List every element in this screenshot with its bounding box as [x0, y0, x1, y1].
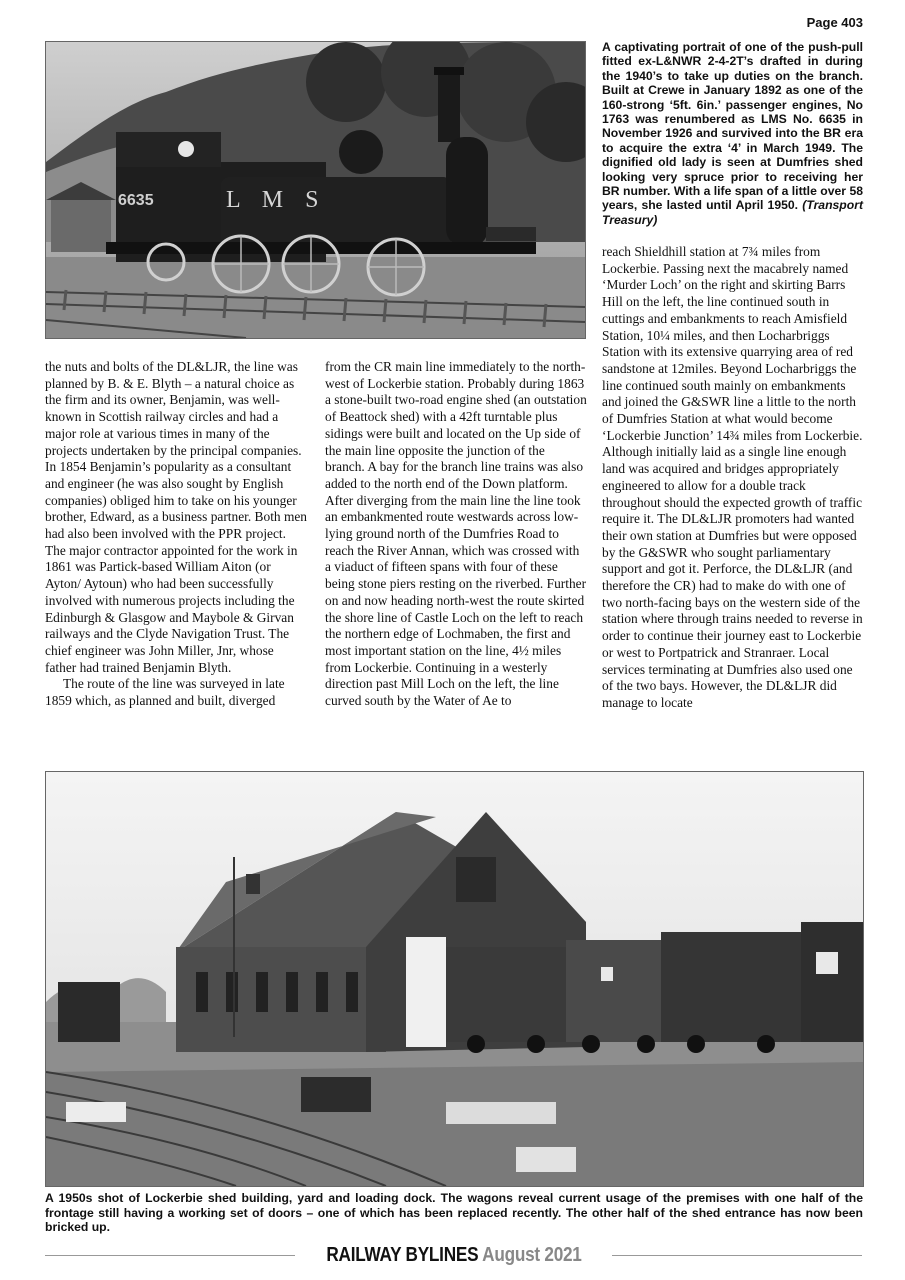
- locomotive-photo: [45, 41, 586, 339]
- loco-number: 6635: [118, 192, 154, 209]
- footer-rule-right: [612, 1255, 862, 1256]
- top-photo-caption: [602, 40, 863, 227]
- footer-title: [322, 1244, 587, 1267]
- col2-paragraph: from the CR main line immediately to the north-west of Lockerbie station. Probably during 1863 a stone-built two-road engine shed (an outstation of Beattock shed) with a 42ft turntable plus sidings were built and located on the Up side of the main line opposite the junction of the branch. A bay for the branch line trains was also added to the north end of the Down platform. After diverging from the main line the line took an embankmented route westwards across low-lying ground north of the Dumfries Road to reach the River Annan, which was crossed with a viaduct of fifteen spans with four of these being stone piers resting on the riverbed. Further on and now heading north-west the route skirted the shore line of Castle Loch on the left to reach the northern edge of Lochmaben, the first and most important station on the line, 4½ miles from Lockerbie. Continuing in a westerly direction past Mill Loch on the left, the line curved south by the Water of Ae to: [325, 359, 587, 709]
- text-column-3: [602, 244, 863, 712]
- col1-paragraph-2: The route of the line was surveyed in late 1859 which, as planned and built, diverged: [45, 676, 285, 709]
- loco-letters: L M S: [226, 187, 327, 213]
- shed-illustration: [46, 772, 863, 1186]
- locomotive-illustration: [46, 42, 585, 338]
- top-caption-credit: (Transport Treasury): [602, 198, 863, 227]
- shed-photo: [45, 771, 864, 1187]
- bottom-photo-caption: A 1950s shot of Lockerbie shed building, yard and loading dock. The wagons reveal current usage of the premises with one half of the frontage still having a working set of doors – one of which has been replaced recently. The other half of the shed entrance has now been bricked up.: [45, 1191, 863, 1234]
- text-column-1: [45, 359, 307, 710]
- col3-paragraph: reach Shieldhill station at 7¾ miles from Lockerbie. Passing next the macabrely named ‘Murder Loch’ on the right and skirting Barrs Hill on the left, the line continued south in cuttings and embankments to reach Amisfield Station, 10¼ miles, and then Locharbriggs Station with its extensive quarrying area of red sandstone at 12miles. Beyond Locharbriggs the line continued south mainly on embankments and joined the G&SWR line a little to the north of Dumfries Station at what would become ‘Lockerbie Junction’ 14¾ miles from Lockerbie. Although initially laid as a single line enough land was acquired and bridges appropriately engineered to allow for a double track throughout should the expected growth of traffic require it. The DL&LJR promoters had wanted their own station at Dumfries but were opposed by the G&SWR who sought parliamentary support and got it. Perforce, the DL&LJR (and therefore the CR) had to make do with one of two north-facing bays on the western side of the station where through trains needed to reverse in order to continue their journey east to Lockerbie or west to Portpatrick and Stranraer. Local services terminating at Dumfries also used one of the two bays. However, the DL&LJR did manage to locate: [602, 244, 863, 710]
- page-number: Page 403: [806, 15, 863, 30]
- col1-paragraph-1: the nuts and bolts of the DL&LJR, the line was planned by B. & E. Blyth – a natural choice as the firm and its owner, Benjamin, was well-known in Scottish railway circles and had a major role at various times in many of the projects undertaken by the principal companies. In 1854 Benjamin’s popularity as a consultant and engineer (he was also sought by English companies) obliged him to take on his younger brother, Edward, as a business partner. Both men had also been involved with the PPR project. The major contractor appointed for the work in 1861 was Partick-based William Aiton (or Ayton/ Aytoun) who had been successfully involved with numerous projects including the Edinburgh & Glasgow and Maybole & Girvan railways and the Clyde Navigation Trust. The chief engineer was John Miller, Jnr, whose father had trained Benjamin Blyth.: [45, 359, 308, 675]
- footer-magazine-name: RAILWAY BYLINES: [326, 1244, 479, 1266]
- footer-issue-date: August 2021: [482, 1244, 582, 1266]
- footer-rule-left: [45, 1255, 295, 1256]
- text-column-2: [325, 359, 587, 710]
- top-caption-text: A captivating portrait of one of the push-pull fitted ex-L&NWR 2-4-2T’s drafted in during the 1940’s to take up duties on the branch. Built at Crewe in January 1892 as one of the 160-strong ‘5ft. 6in.’ passenger engines, No 1763 was renumbered as LMS No. 6635 in November 1926 and survived into the BR era to acquire the extra ‘4’ in March 1949. The dignified old lady is seen at Dumfries shed looking very spruce prior to receiving her BR number. With a life span of a little over 58 years, she lasted until April 1950.: [602, 40, 863, 213]
- page-footer: [0, 1244, 905, 1270]
